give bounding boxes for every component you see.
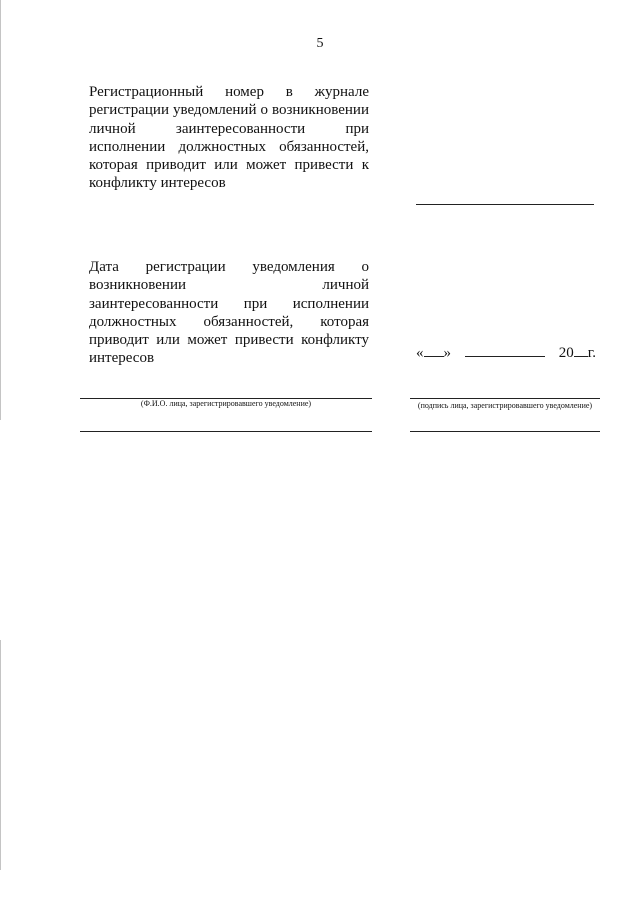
date-year[interactable]: [559, 344, 596, 362]
date-day[interactable]: [416, 344, 451, 362]
fio-caption: (Ф.И.О. лица, зарегистрировавшего уведомление): [140, 399, 312, 408]
fio-signature-line-lower: [80, 431, 372, 432]
day-blank[interactable]: [424, 344, 444, 357]
open-quote: «: [416, 345, 424, 361]
year-blank[interactable]: [574, 344, 588, 357]
registration-number-label: Регистрационный номер в журнале регистрации уведомлений о возникновении личной заинтересованности при исполнении должностных обязанностей, которая приводит или может привести к конфликту интересов: [89, 84, 369, 192]
signature-line-lower: [410, 431, 600, 432]
scan-edge-mark: [0, 640, 1, 870]
registration-date-field[interactable]: [416, 344, 596, 362]
page-number: 5: [316, 36, 324, 51]
signature-caption: (подпись лица, зарегистрировавшего уведомление): [417, 401, 593, 410]
registration-date-label: Дата регистрации уведомления о возникновении личной заинтересованности при исполнении должностных обязанностей, которая приводит или может привести конфликту интересов: [89, 259, 369, 367]
registration-number-field[interactable]: [416, 204, 594, 205]
close-quote: »: [443, 345, 451, 361]
year-suffix: г.: [587, 345, 596, 361]
scan-edge-mark: [0, 0, 1, 420]
year-prefix: 20: [558, 345, 574, 361]
month-blank[interactable]: [465, 344, 545, 357]
